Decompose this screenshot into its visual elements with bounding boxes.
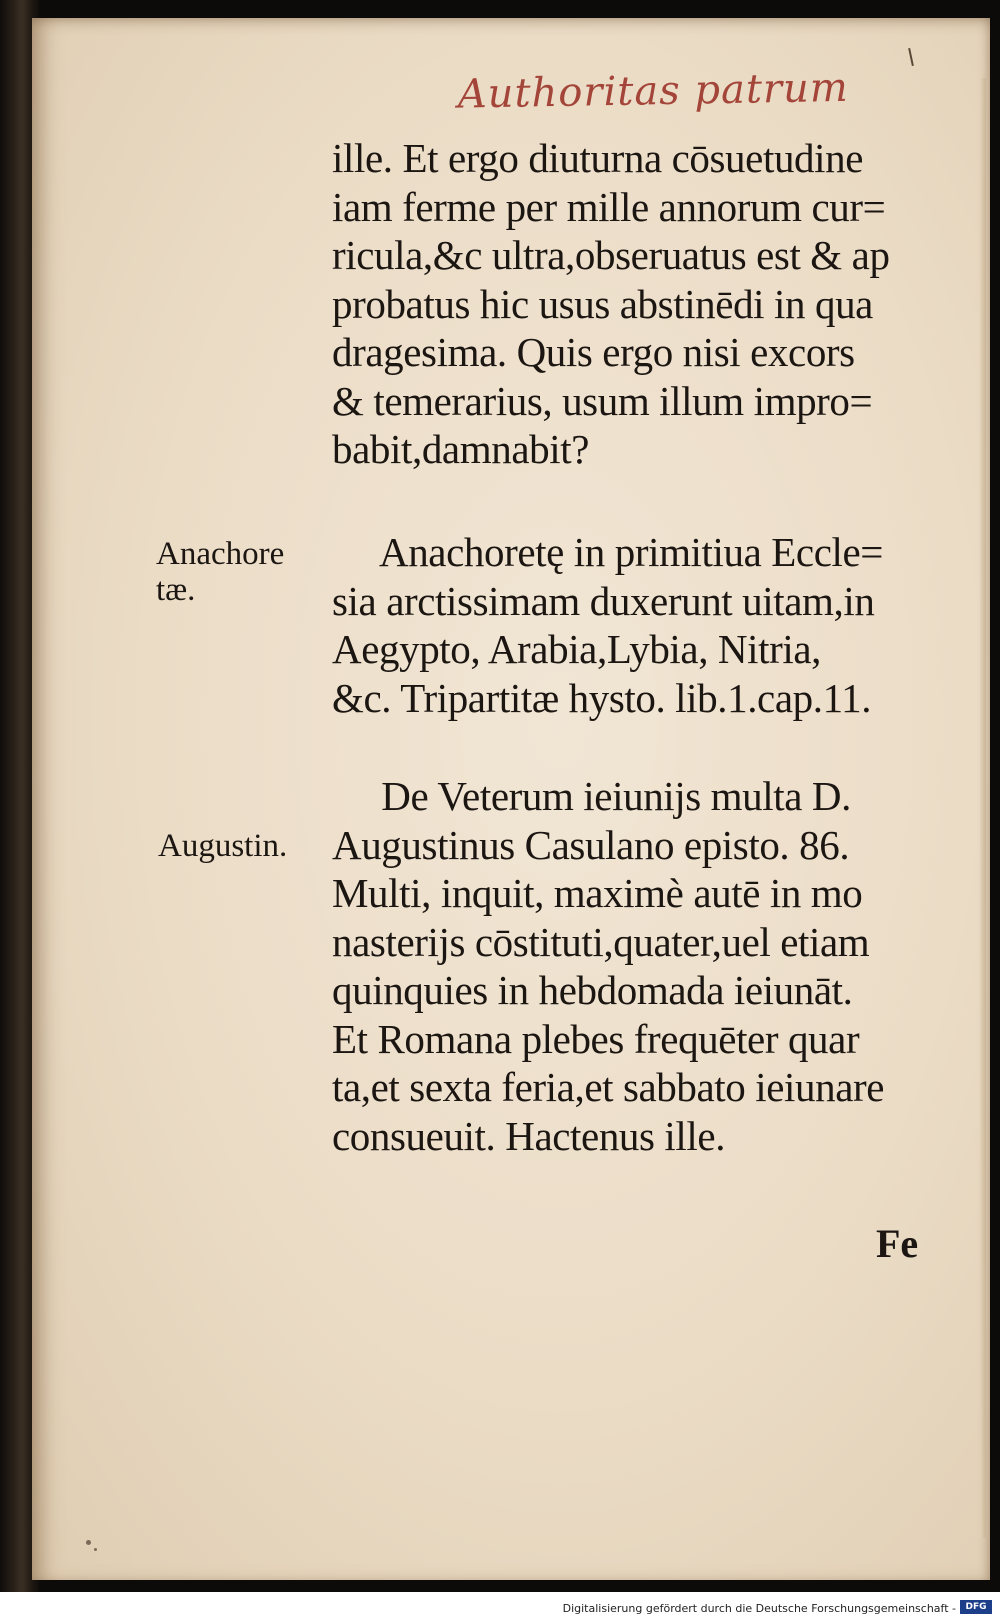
text-line: sia arctissimam duxerunt uitam,in [332,577,875,624]
footer-credit: Digitalisierung gefördert durch die Deutsche Forschungsgemeinschaft - [562,1602,956,1615]
text-line: Aegypto, Arabia,Lybia, Nitria, [332,626,821,672]
margin-note-line: Augustin. [158,828,288,864]
handwritten-annotation: Authoritas patrum [457,64,850,118]
paragraph-2 [332,528,944,722]
margin-note-line: tæ. [156,572,196,608]
text-line: Et Romana plebes frequēter quar [332,1015,860,1062]
text-line: consueuit. Hactenus ille. [332,1112,726,1159]
dfg-logo: DFG [960,1600,992,1614]
text-line: ta,et sexta feria,et sabbato ieiunare [332,1064,885,1110]
text-line: De Veterum ieiunijs multa D. [332,773,851,819]
text-line: &c. Tripartitæ hysto. lib.1.cap.11. [332,674,872,721]
text-line: ricula,&c ultra,obseruatus est & ap [332,232,890,278]
page-edge [980,78,986,1538]
paragraph-1 [332,134,944,474]
text-line: iam ferme per mille annorum cur= [332,183,886,230]
text-line: quinquies in hebdomada ieiunāt. [332,967,853,1013]
text-line: Augustinus Casulano episto. 86. [332,821,850,868]
margin-note-augustin [158,828,287,864]
paper-speck [94,1548,97,1551]
text-line: & temerarius, usum illum impro= [332,377,873,424]
paragraph-3 [332,772,944,1160]
margin-note-anachoretae [156,536,284,608]
catchword: Fe [876,1221,919,1266]
text-line: Multi, inquit, maximè autē in mo [332,870,863,916]
text-line: dragesima. Quis ergo nisi excors [332,329,855,375]
margin-note-line: Anachore [156,536,285,572]
text-line: nasterijs cōstituti,quater,uel etiam [332,918,870,965]
text-line: Anachoretę in primitiua Eccle= [332,529,884,575]
paper-speck [86,1540,91,1545]
text-line: probatus hic usus abstinēdi in qua [332,280,873,327]
text-line: babit,damnabit? [332,426,589,472]
text-line: ille. Et ergo diuturna cōsuetudine [332,135,864,181]
